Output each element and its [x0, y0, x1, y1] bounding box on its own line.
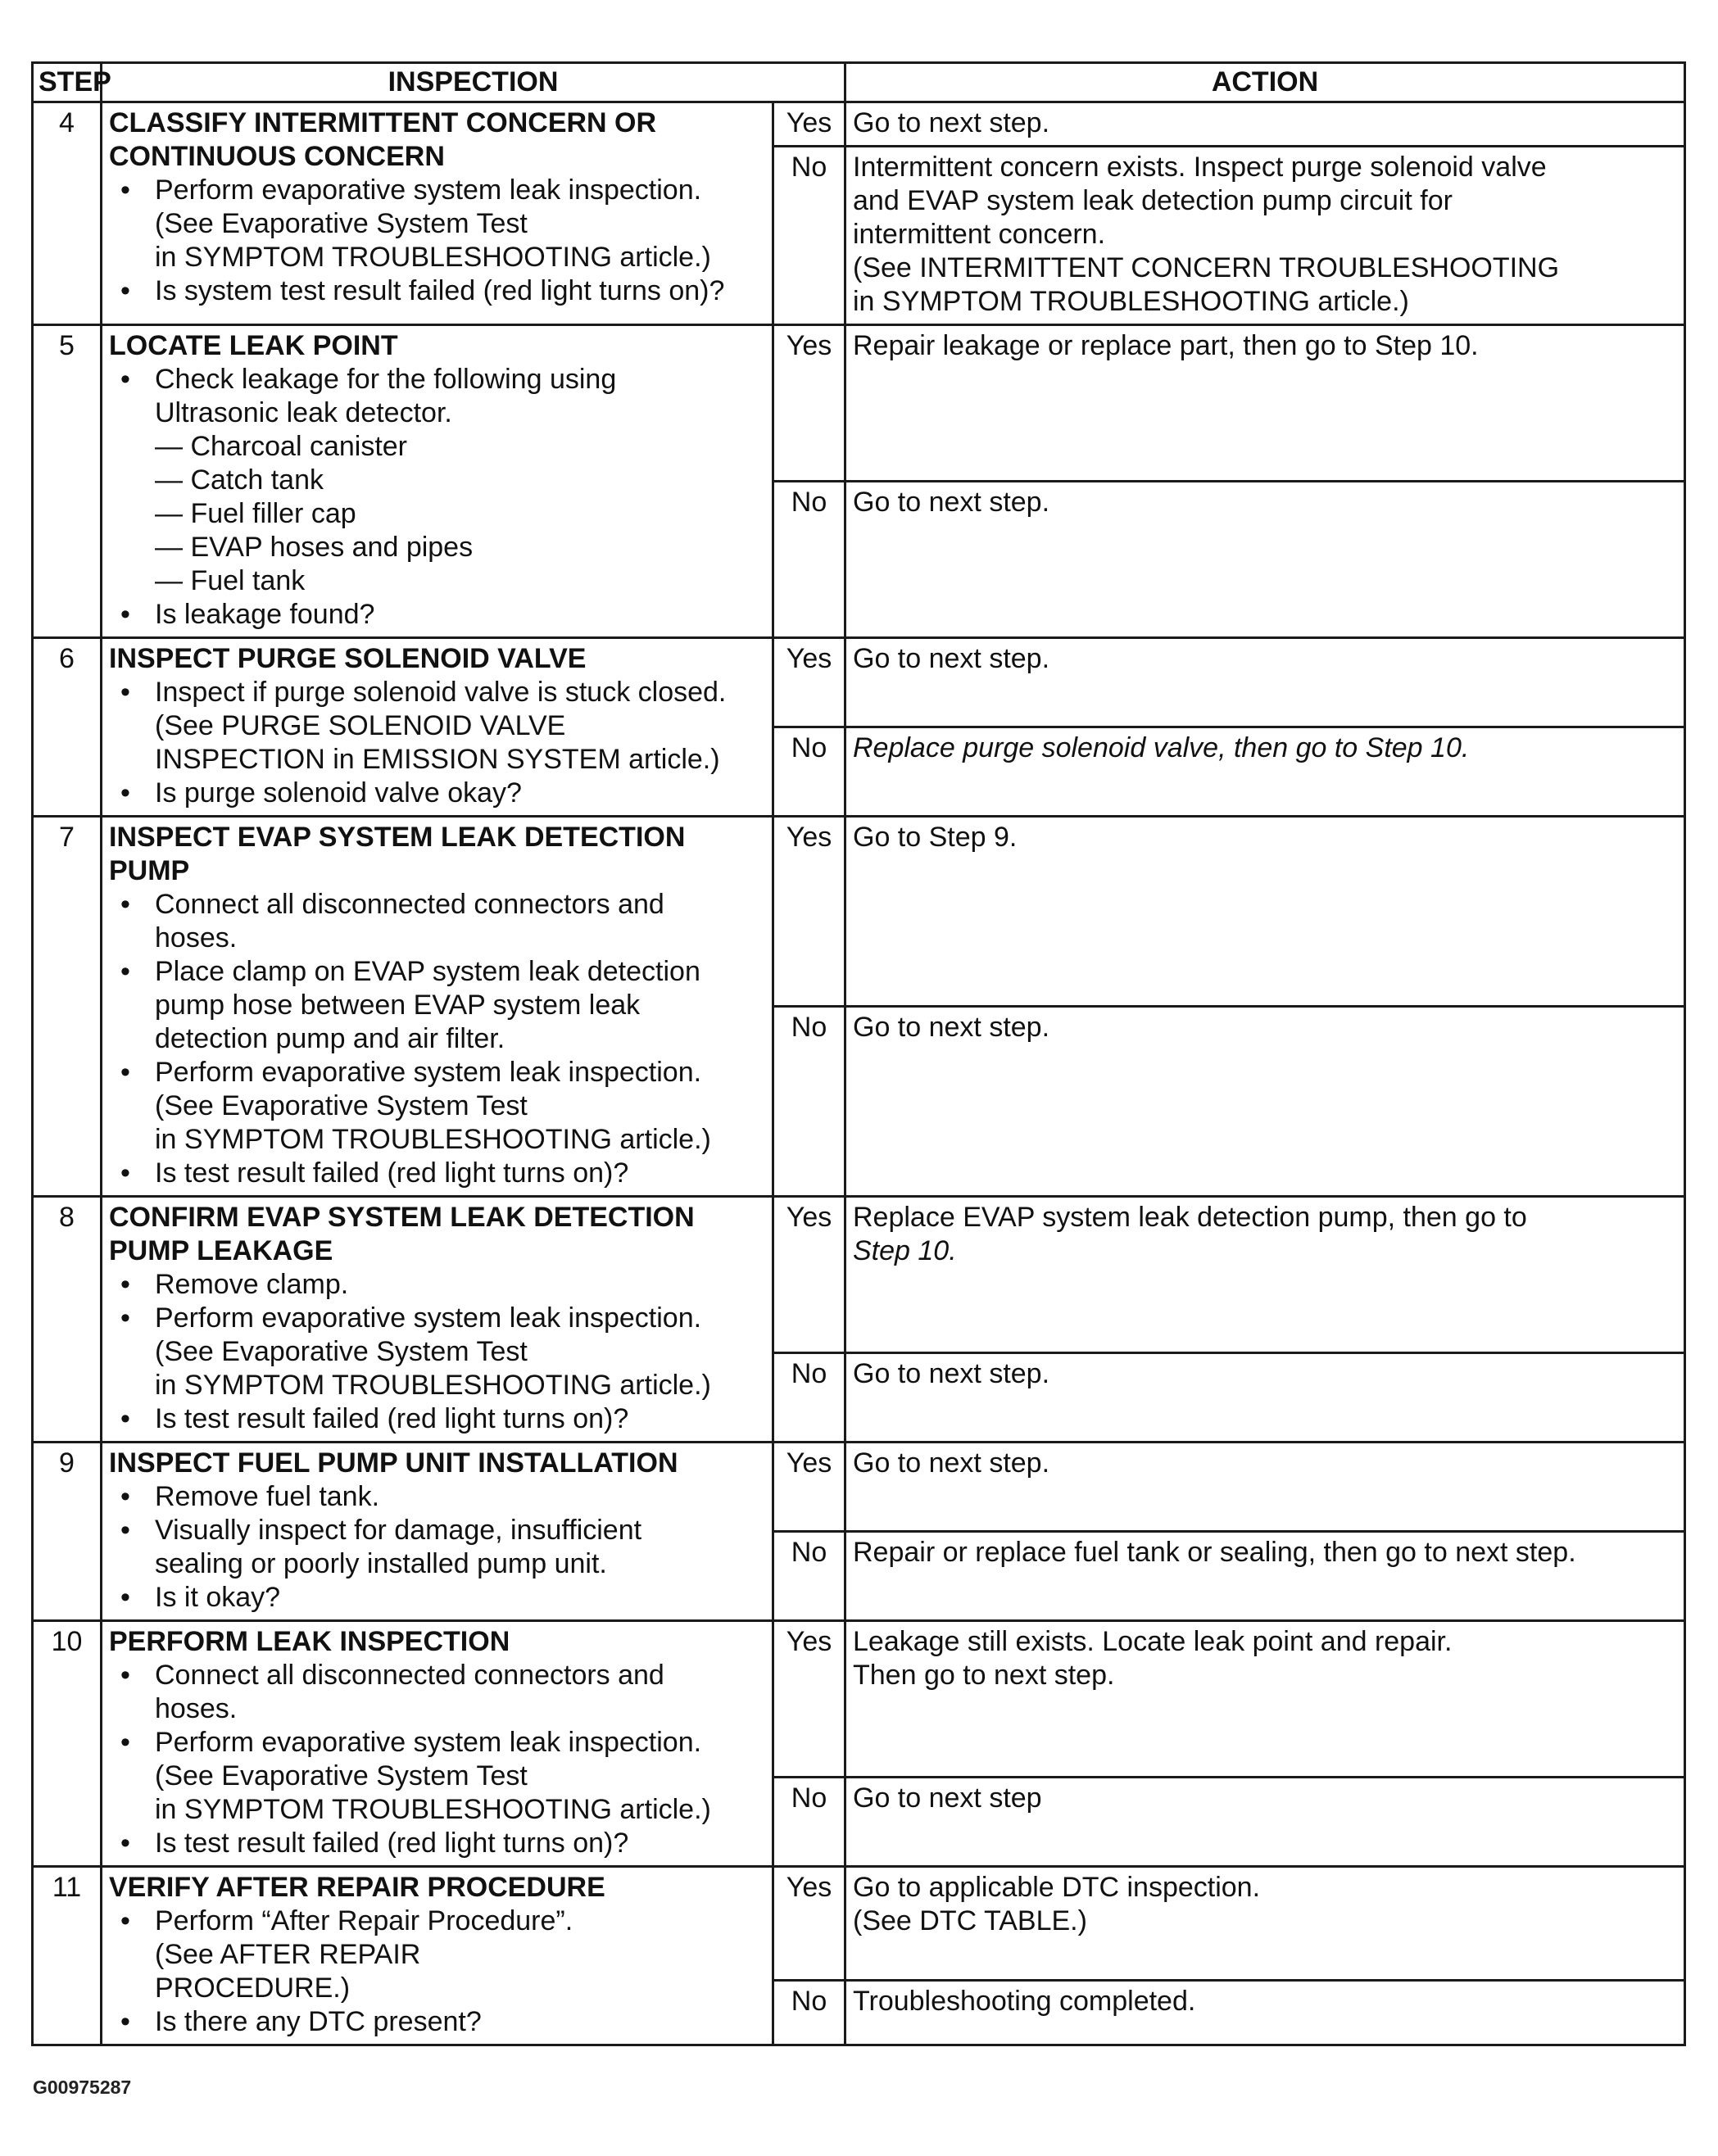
no-action [845, 147, 1685, 325]
inspection-bullets [109, 363, 765, 632]
text-line: — EVAP hoses and pipes [155, 532, 474, 563]
text-line: Go to next step [853, 1782, 1042, 1814]
text-line: Troubleshooting completed. [853, 1985, 1196, 2017]
text-line: Repair leakage or replace part, then go to Step 10. [853, 330, 1479, 361]
text-line: (See Evaporative System Test [155, 1090, 528, 1121]
no-label: No [773, 1007, 845, 1197]
step-number: 5 [33, 325, 102, 638]
text-line: Repair or replace fuel tank or sealing, then go to next step. [853, 1537, 1576, 1568]
table-row [33, 325, 1685, 482]
table-row [33, 817, 1685, 1007]
text-line: detection pump and air filter. [155, 1023, 505, 1054]
no-label: No [773, 147, 845, 325]
inspection-title [109, 821, 765, 888]
text-line: (See Evaporative System Test [155, 208, 528, 239]
text-line: INSPECT EVAP SYSTEM LEAK DETECTION [109, 822, 686, 853]
text-line: INSPECTION in EMISSION SYSTEM article.) [155, 744, 720, 775]
bullet-item [109, 363, 765, 598]
text-line: Go to next step. [853, 1447, 1050, 1479]
text-line: in SYMPTOM TROUBLESHOOTING article.) [155, 1370, 711, 1401]
bullet-item [109, 2005, 765, 2039]
yes-label: Yes [773, 1197, 845, 1353]
no-action [845, 1007, 1685, 1197]
text-line: intermittent concern. [853, 219, 1106, 250]
yes-action [845, 817, 1685, 1007]
text-line: CLASSIFY INTERMITTENT CONCERN OR [109, 107, 657, 138]
bullet-item [109, 1402, 765, 1436]
text-line: (See PURGE SOLENOID VALVE [155, 710, 566, 741]
inspection-bullets [109, 888, 765, 1190]
inspection-cell [102, 102, 773, 325]
yes-action [845, 102, 1685, 147]
step-number: 4 [33, 102, 102, 325]
inspection-cell [102, 325, 773, 638]
text-line: Replace purge solenoid valve, then go to Step 10. [853, 732, 1470, 763]
text-line: Is test result failed (red light turns on)? [155, 1403, 629, 1434]
no-label: No [773, 1778, 845, 1867]
text-line: Go to next step. [853, 107, 1050, 138]
yes-action [845, 1621, 1685, 1778]
text-line: Is test result failed (red light turns on)? [155, 1157, 629, 1189]
text-line: LOCATE LEAK POINT [109, 330, 398, 361]
inspection-bullets [109, 676, 765, 810]
bullet-item [109, 676, 765, 777]
yes-action [845, 1867, 1685, 1981]
text-line: Go to next step. [853, 1358, 1050, 1390]
yes-label: Yes [773, 325, 845, 482]
text-line: — Fuel filler cap [155, 498, 356, 529]
text-line: Step 10. [853, 1235, 957, 1266]
step-number: 8 [33, 1197, 102, 1443]
step-number: 6 [33, 638, 102, 817]
yes-action [845, 325, 1685, 482]
yes-label: Yes [773, 817, 845, 1007]
text-line: Perform evaporative system leak inspection. [155, 1302, 702, 1334]
yes-label: Yes [773, 1867, 845, 1981]
text-line: Is purge solenoid valve okay? [155, 777, 522, 808]
text-line: Intermittent concern exists. Inspect purge solenoid valve [853, 152, 1547, 183]
bullet-item [109, 1514, 765, 1581]
table-row [33, 102, 1685, 147]
table-body [33, 102, 1685, 2045]
text-line: Go to applicable DTC inspection. [853, 1872, 1261, 1903]
text-line: Check leakage for the following using [155, 364, 617, 395]
inspection-cell [102, 1867, 773, 2045]
text-line: Perform “After Repair Procedure”. [155, 1905, 573, 1936]
yes-label: Yes [773, 102, 845, 147]
inspection-cell [102, 638, 773, 817]
inspection-title [109, 1625, 765, 1659]
text-line: Perform evaporative system leak inspection. [155, 1057, 702, 1088]
no-action [845, 482, 1685, 638]
text-line: INSPECT FUEL PUMP UNIT INSTALLATION [109, 1447, 678, 1479]
bullet-item [109, 955, 765, 1056]
table-row [33, 1867, 1685, 1981]
bullet-item [109, 1157, 765, 1190]
bullet-item [109, 598, 765, 632]
inspection-title [109, 329, 765, 363]
text-line: Leakage still exists. Locate leak point and repair. [853, 1626, 1453, 1657]
step-number: 9 [33, 1443, 102, 1621]
inspection-title [109, 1447, 765, 1480]
text-line: (See DTC TABLE.) [853, 1905, 1087, 1936]
text-line: (See Evaporative System Test [155, 1336, 528, 1367]
text-line: Perform evaporative system leak inspection. [155, 1727, 702, 1758]
no-action [845, 727, 1685, 817]
inspection-title [109, 106, 765, 174]
inspection-cell [102, 1443, 773, 1621]
bullet-item [109, 1827, 765, 1860]
inspection-bullets [109, 1268, 765, 1436]
no-action [845, 1778, 1685, 1867]
yes-label: Yes [773, 1443, 845, 1532]
text-line: Is test result failed (red light turns on)? [155, 1828, 629, 1859]
no-label: No [773, 482, 845, 638]
table-row [33, 638, 1685, 727]
text-line: INSPECT PURGE SOLENOID VALVE [109, 643, 587, 674]
no-label: No [773, 1980, 845, 2045]
text-line: hoses. [155, 1693, 238, 1724]
text-line: Replace EVAP system leak detection pump, then go to [853, 1202, 1527, 1233]
bullet-item [109, 1905, 765, 2005]
table-header-row [33, 63, 1685, 102]
header-action: ACTION [845, 63, 1685, 102]
text-line: PERFORM LEAK INSPECTION [109, 1626, 510, 1657]
text-line: pump hose between EVAP system leak [155, 990, 641, 1021]
bullet-item [109, 274, 765, 308]
bullet-item [109, 1659, 765, 1726]
text-line: PROCEDURE.) [155, 1973, 351, 2004]
inspection-title [109, 1871, 765, 1905]
text-line: Perform evaporative system leak inspection. [155, 174, 702, 206]
text-line: Inspect if purge solenoid valve is stuck closed. [155, 677, 727, 708]
text-line: Is it okay? [155, 1582, 281, 1613]
text-line: and EVAP system leak detection pump circuit for [853, 185, 1453, 216]
text-line: — Catch tank [155, 464, 324, 496]
text-line: Connect all disconnected connectors and [155, 889, 664, 920]
text-line: — Charcoal canister [155, 431, 408, 462]
inspection-bullets [109, 1659, 765, 1860]
text-line: VERIFY AFTER REPAIR PROCEDURE [109, 1872, 605, 1903]
bullet-item [109, 174, 765, 274]
yes-label: Yes [773, 1621, 845, 1778]
bullet-item [109, 1726, 765, 1827]
inspection-cell [102, 817, 773, 1197]
text-line: Is leakage found? [155, 599, 375, 630]
bullet-item [109, 1581, 765, 1615]
text-line: hoses. [155, 922, 238, 953]
text-line: Is system test result failed (red light turns on)? [155, 275, 725, 306]
troubleshooting-table [31, 61, 1686, 2046]
text-line: Connect all disconnected connectors and [155, 1660, 664, 1691]
text-line: Remove clamp. [155, 1269, 349, 1300]
text-line: Go to next step. [853, 1012, 1050, 1043]
bullet-item [109, 888, 765, 955]
text-line: Then go to next step. [853, 1660, 1115, 1691]
table-row [33, 1443, 1685, 1532]
text-line: PUMP [109, 855, 190, 886]
bullet-item [109, 1056, 765, 1157]
text-line: Remove fuel tank. [155, 1481, 380, 1512]
header-inspection: INSPECTION [102, 63, 845, 102]
text-line: CONTINUOUS CONCERN [109, 141, 445, 172]
inspection-title [109, 1201, 765, 1268]
table-row [33, 1621, 1685, 1778]
no-label: No [773, 1532, 845, 1621]
header-step: STEP [33, 63, 102, 102]
bullet-item [109, 1268, 765, 1302]
text-line: CONFIRM EVAP SYSTEM LEAK DETECTION [109, 1202, 695, 1233]
no-label: No [773, 1353, 845, 1443]
no-label: No [773, 727, 845, 817]
text-line: (See AFTER REPAIR [155, 1939, 421, 1970]
bullet-item [109, 1480, 765, 1514]
no-action [845, 1980, 1685, 2045]
text-line: sealing or poorly installed pump unit. [155, 1548, 607, 1579]
text-line: in SYMPTOM TROUBLESHOOTING article.) [853, 286, 1409, 317]
text-line: PUMP LEAKAGE [109, 1235, 333, 1266]
text-line: Visually inspect for damage, insufficient [155, 1515, 642, 1546]
bullet-item [109, 777, 765, 810]
text-line: Ultrasonic leak detector. [155, 397, 452, 428]
step-number: 10 [33, 1621, 102, 1867]
no-action [845, 1353, 1685, 1443]
yes-action [845, 1443, 1685, 1532]
text-line: Go to next step. [853, 643, 1050, 674]
text-line: Is there any DTC present? [155, 2006, 482, 2037]
inspection-cell [102, 1197, 773, 1443]
bullet-item [109, 1302, 765, 1402]
text-line: Place clamp on EVAP system leak detection [155, 956, 700, 987]
text-line: (See Evaporative System Test [155, 1760, 528, 1791]
inspection-title [109, 642, 765, 676]
text-line: Go to next step. [853, 487, 1050, 518]
inspection-bullets [109, 1480, 765, 1615]
figure-id: G00975287 [33, 2077, 132, 2098]
yes-action [845, 1197, 1685, 1353]
yes-label: Yes [773, 638, 845, 727]
text-line: — Fuel tank [155, 565, 306, 596]
no-action [845, 1532, 1685, 1621]
inspection-cell [102, 1621, 773, 1867]
step-number: 7 [33, 817, 102, 1197]
inspection-bullets [109, 174, 765, 308]
text-line: in SYMPTOM TROUBLESHOOTING article.) [155, 1124, 711, 1155]
text-line: in SYMPTOM TROUBLESHOOTING article.) [155, 242, 711, 273]
text-line: in SYMPTOM TROUBLESHOOTING article.) [155, 1794, 711, 1825]
text-line: Go to Step 9. [853, 822, 1018, 853]
yes-action [845, 638, 1685, 727]
table-row [33, 1197, 1685, 1353]
text-line: (See INTERMITTENT CONCERN TROUBLESHOOTING [853, 252, 1560, 283]
inspection-bullets [109, 1905, 765, 2039]
step-number: 11 [33, 1867, 102, 2045]
